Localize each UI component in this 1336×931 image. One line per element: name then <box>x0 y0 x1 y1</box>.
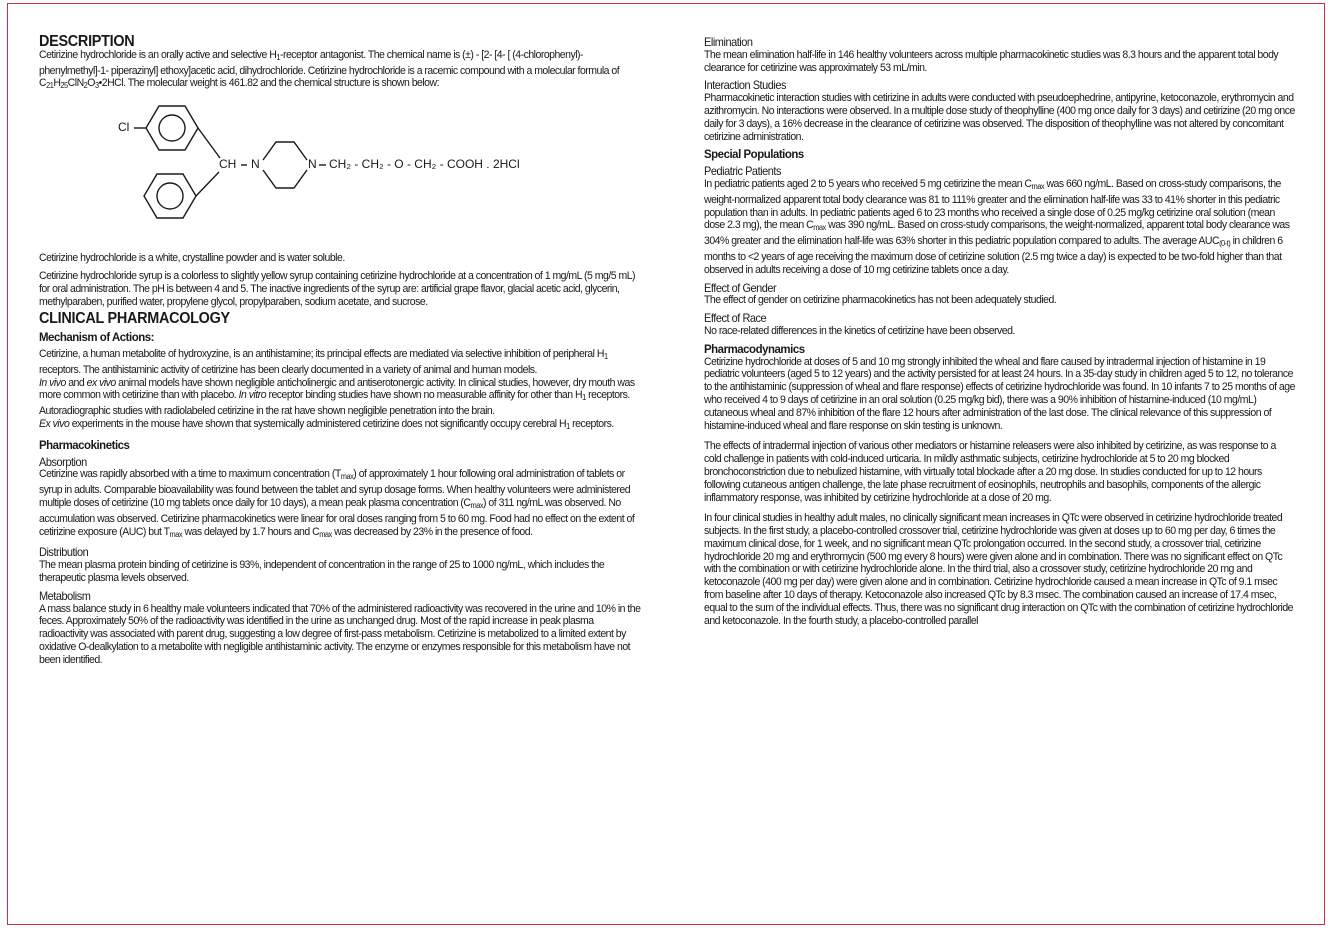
structure-n2: N <box>308 157 317 172</box>
description-heading: DESCRIPTION <box>39 33 135 50</box>
pediatric-paragraph: In pediatric patients aged 2 to 5 years who received 5 mg cetirizine the mean $C_{max}$ was 660 ng/mL. Based on cross-study comparisons, the weight-normalized apparent total body clearance was 81 to 111% greater and the elimination half-life was 33 to 41% shorter in this pediatric population than in adults. In pediatric patients aged 6 to 23 months who received a single dose of 0.25 mg/kg cetirizine oral solution (mean dose 2.3 mg), the mean $C_{max}$ was 390 ng/mL. Based on cross-study comparisons, the weight-normalized, apparent total body clearance was 304% greater and the elimination half-life was 63% shorter in this pediatric population compared to adults. The average $AUC_{(0-t)}$ in children 6 months to <2 years of age receiving the maximum dose of cetirizine solution (2.5 mg twice a day) is expected to be two-fold higher than that observed in adults receiving a dose of 10 mg cetirizine tablets once a day. <box>704 177 1290 276</box>
metabolism-paragraph: A mass balance study in 6 healthy male volunteers indicated that 70% of the administered radioactivity was recovered in the urine and 10% in the feces. Approximately 50% of the radioactivity was identified in the urine as unchanged drug. Most of the rapid increase in peak plasma radioactivity was associated with parent drug, suggesting a low degree of first-pass metabolism. Cetirizine is metabolized to a limited extent by oxidative O-dealkylation to a metabolite with negligible antihistaminic activity. The enzyme or enzymes responsible for this metabolism have not been identified. <box>39 602 641 666</box>
structure-cl: Cl <box>118 120 130 135</box>
gender-heading: Effect of Gender <box>704 280 777 295</box>
pharmacodynamics-heading: Pharmacodynamics <box>704 341 805 356</box>
pharmacodynamics-paragraph-1: Cetirizine hydrochloride at doses of 5 and 10 mg strongly inhibited the wheal and flare caused by intradermal injection of histamine in 19 pediatric volunteers (aged 5 to 12 years) and the activity persisted for at least 24 hours. In a 35-day study in children aged 5 to 12, no tolerance to the antihistaminic (suppression of wheal and flare response) effects of cetirizine hydrochloride was found. In 10 infants 7 to 25 months of age who received 4 to 9 days of cetirizine in an oral solution (0.25 mg/kg bid), there was a 90% inhibition of histamine-induced (10 mg/mL) cutaneous wheal and 87% inhibition of the flare 12 hours after administration of the last dose. The clinical relevance of this suppression of histamine-induced wheal and flare response on skin testing is unknown. <box>704 355 1295 432</box>
structure-ch: CH <box>219 157 237 172</box>
description-paragraph-1: Cetirizine hydrochloride is an orally active and selective $H_1$-receptor antagonist. The chemical name is (±) - [2- [4- [ (4-chlorophenyl)-phenylmethyl]-1- piperazinyl] ethoxy]acetic acid, dihydrochloride. Cetirizine hydrochloride is a racemic compound with a molecular formula of $C_{21}H_{25}ClN_2O_3•2HCl$. The molecular weight is 461.82 and the chemical structure is shown below: <box>39 48 620 91</box>
mechanism-heading: Mechanism of Actions: <box>39 330 155 345</box>
special-populations-heading: Special Populations <box>704 147 804 162</box>
benzene-ring-upper-circle <box>159 115 185 141</box>
benzene-ring-lower-circle <box>157 183 183 209</box>
pharmacodynamics-paragraph-3: In four clinical studies in healthy adult males, no clinically significant mean increases in QTc were observed in cetirizine hydrochloride treated subjects. In the first study, a placebo-controlled crossover trial, cetirizine hydrochloride was given at doses up to 60 mg per day, 6 times the maximum clinical dose, for 1 week, and no significant mean QTc prolongation occurred. In the second study, a crossover trial, cetirizine hydrochloride 20 mg and erythromycin (500 mg every 8 hours) were given alone and in combination. There was no significant effect on QTc with the combination or with cetirizine hydrochloride alone. In the third trial, also a crossover study, cetirizine hydrochloride 20 mg and ketoconazole (400 mg per day) were given alone and in combination. Cetirizine hydrochloride caused a mean increase in QTc of 9.1 msec from baseline after 10 days of therapy. Ketoconazole also increased QTc by 8.3 msec. The combination caused an increase of 17.4 msec, equal to the sum of the individual effects. Thus, there was no significant drug interaction on QTc with the combination of cetirizine hydrochloride and ketoconazole. In the fourth study, a placebo-controlled parallel <box>704 512 1294 627</box>
chemical-structure <box>39 98 645 248</box>
elimination-heading: Elimination <box>704 35 753 49</box>
benzene-ring-lower <box>144 174 196 218</box>
structure-chain: CH₂ - CH₂ - O - CH₂ - COOH . 2HCl <box>329 157 520 172</box>
interaction-heading: Interaction Studies <box>704 78 787 93</box>
pediatric-heading: Pediatric Patients <box>704 164 782 179</box>
pharmacokinetics-heading: Pharmacokinetics <box>39 437 130 452</box>
gender-paragraph: The effect of gender on cetirizine pharmacokinetics has not been adequately studied. <box>704 294 1057 307</box>
clinical-pharmacology-heading: CLINICAL PHARMACOLOGY <box>39 310 230 328</box>
metabolism-heading: Metabolism <box>39 588 91 603</box>
race-paragraph: No race-related differences in the kinetics of cetirizine have been observed. <box>704 324 1015 337</box>
left-column <box>39 33 645 672</box>
mechanism-paragraph: Cetirizine, a human metabolite of hydroxyzine, is an antihistamine; its principal effects are mediated via selective inhibition of peripheral $H_1$ receptors. The antihistaminic activity of cetirizine has been clearly documented in a variety of animal and human models. In vivo and ex vivo animal models have shown negligible anticholinergic and antiserotonergic activity. In clinical studies, however, dry mouth was more common with cetirizine than with placebo. In vitro receptor binding studies have shown no measurable affinity for other than $H_1$ receptors. Autoradiographic studies with radiolabeled cetirizine in the rat have shown negligible penetration into the brain. Ex vivo experiments in the mouse have shown that systemically administered cetirizine does not significantly occupy cerebral $H_1$ receptors. <box>39 347 635 431</box>
absorption-paragraph: Cetirizine was rapidly absorbed with a time to maximum concentration $(T_{max})$ of approximately 1 hour following oral administration of tablets or syrup in adults. Comparable bioavailability was found between the tablet and syrup dosage forms. When healthy volunteers were administered multiple doses of cetirizine (10 mg tablets once daily for 10 days), a mean peak plasma concentration $(C_{max})$ of 311 ng/mL was observed. No accumulation was observed. Cetirizine pharmacokinetics were linear for oral doses ranging from 5 to 60 mg. Food had no effect on the extent of cetirizine exposure (AUC) but $T_{max}$ was delayed by 1.7 hours and $C_{max}$ was decreased by 23% in the presence of food. <box>39 468 635 539</box>
absorption-heading: Absorption <box>39 454 87 469</box>
pharmacodynamics-paragraph-2: The effects of intradermal injection of various other mediators or histamine releasers were also inhibited by cetirizine, as was response to a cold challenge in patients with cold-induced urticaria. In mildly asthmatic subjects, cetirizine hydrochloride at 5 to 20 mg blocked bronchoconstriction due to nebulized histamine, with virtually total blockade after a 20 mg dose. In studies conducted for up to 12 hours following cutaneous antigen challenge, the late phase recruitment of eosinophils, neutrophils and basophils, components of the allergic inflammatory response, was inhibited by cetirizine hydrochloride at a dose of 20 mg. <box>704 440 1276 504</box>
right-column <box>704 36 1294 632</box>
race-heading: Effect of Race <box>704 311 767 326</box>
distribution-heading: Distribution <box>39 545 89 560</box>
elimination-paragraph: The mean elimination half-life in 146 healthy volunteers across multiple pharmacokinetic studies was 8.3 hours and the apparent total body clearance for cetirizine was approximately 53 mL/min. <box>704 48 1279 74</box>
description-paragraph-2: Cetirizine hydrochloride is a white, crystalline powder and is water soluble. <box>39 252 345 265</box>
benzene-ring-upper <box>146 106 198 150</box>
structure-n1: N <box>251 157 260 172</box>
distribution-paragraph: The mean plasma protein binding of cetirizine is 93%, independent of concentration in the range of 25 to 1000 ng/mL, which includes the therapeutic plasma levels observed. <box>39 559 605 584</box>
description-paragraph-3: Cetirizine hydrochloride syrup is a colorless to slightly yellow syrup containing cetirizine hydrochloride at a concentration of 1 mg/mL (5 mg/5 mL) for oral administration. The pH is between 4 and 5. The inactive ingredients of the syrup are: artificial grape flavor, glacial acetic acid, glycerin, methylparaben, purified water, propylene glycol, propylparaben, sodium acetate, and sucrose. <box>39 269 636 308</box>
interaction-paragraph: Pharmacokinetic interaction studies with cetirizine in adults were conducted with pseudoephedrine, antipyrine, ketoconazole, erythromycin and azithromycin. No interactions were observed. In a multiple dose study of theophylline (400 mg once daily for 3 days) and cetirizine (20 mg once daily for 3 days), a 16% decrease in the clearance of cetirizine was observed. The disposition of theophylline was not altered by concomitant cetirizine administration. <box>704 92 1295 143</box>
